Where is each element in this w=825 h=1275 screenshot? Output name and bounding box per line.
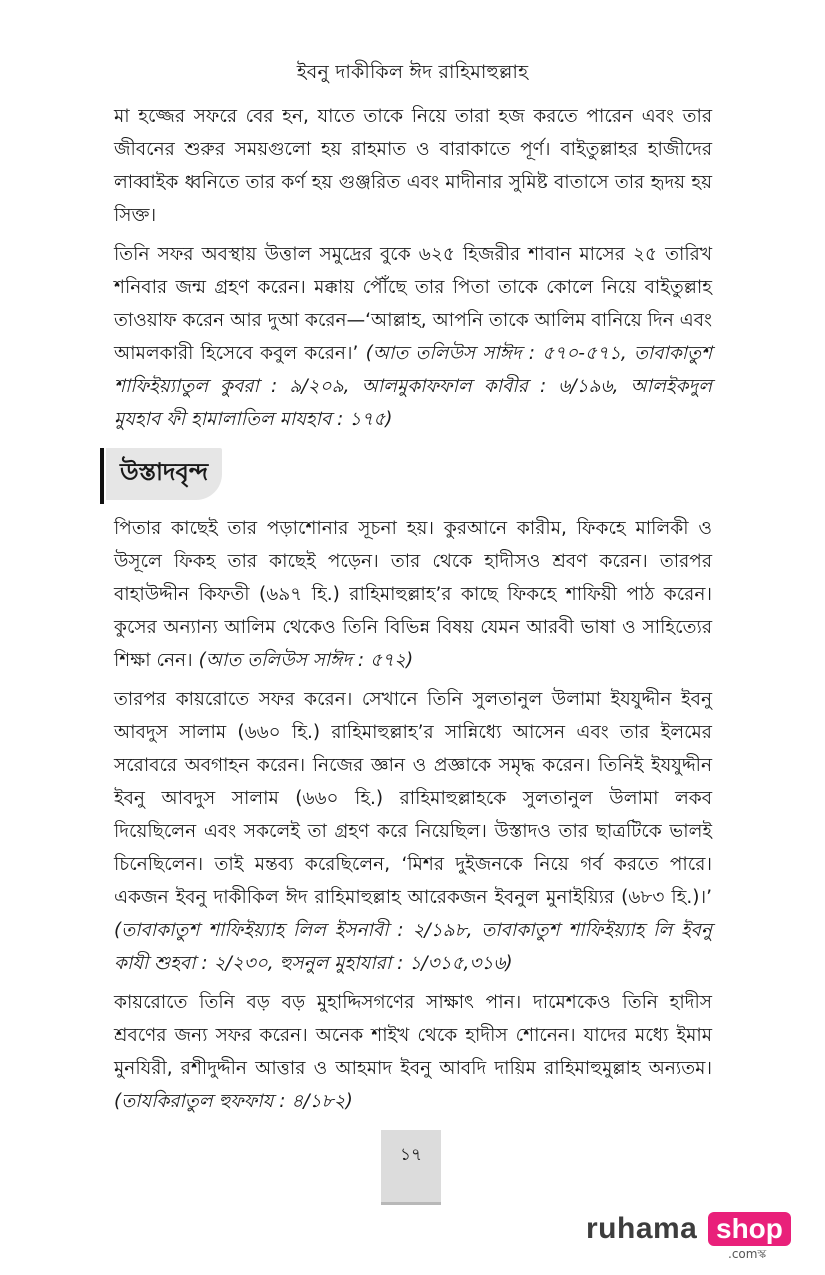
paragraph-3 [114, 512, 712, 677]
paragraph-4 [114, 683, 712, 980]
ruhamashop-logo [586, 1208, 783, 1261]
running-header: ইবনু দাকীকিল ঈদ রাহিমাহুল্লাহ [296, 61, 529, 83]
logo-suffix: .comস্ক [728, 1247, 767, 1261]
logo-shop-box: shop [708, 1212, 791, 1246]
paragraph-2 [114, 238, 712, 436]
page-number: ১৭ [399, 1145, 423, 1165]
paragraph-text: তিনি সফর অবস্থায় উত্তাল সমুদ্রের বুকে ৬২৫ হিজরীর শাবান মাসের ২৫ তারিখ শনিবার জন্ম গ্রহণ করেন। মক্কায় পৌঁছে তার পিতা তাকে কোলে নিয়ে বাইতুল্লাহ তাওয়াফ করেন আর দুআ করেন—‘আল্লাহ, আপনি তাকে আলিম বানিয়ে দিন এবং আমলকারী হিসেবে কবুল করেন।’ [114, 244, 712, 364]
section-title: উস্তাদবৃন্দ [120, 458, 209, 486]
logo-text: ruhama [586, 1212, 698, 1245]
section-heading [100, 448, 712, 504]
page-number-tab [381, 1130, 441, 1205]
paragraph-1 [114, 100, 712, 232]
citation: (আত তলিউস সাঈদ : ৫৭০-৫৭১, তাবাকাতুশ শাফিইয়্যাতুল কুবরা : ৯/২০৯, আলমুকাফফাল কাবীর : ৬/১৯৬, আলইকদুল মুযহাব ফী হামালাতিল মাযহাব : ১৭৫) [114, 343, 712, 430]
paragraph-text: তারপর কায়রোতে সফর করেন। সেখানে তিনি সুলতানুল উলামা ইযযুদ্দীন ইবনু আবদুস সালাম (৬৬০ হি.) রাহিমাহুল্লাহ’র সান্নিধ্যে আসেন এবং তার ইলমের সরোবরে অবগাহন করেন। নিজের জ্ঞান ও প্রজ্ঞাকে সমৃদ্ধ করেন। তিনিই ইযযুদ্দীন ইবনু আবদুস সালাম (৬৬০ হি.) রাহিমাহুল্লাহকে সুলতানুল উলামা লকব দিয়েছিলেন এবং সকলেই তা গ্রহণ করে নিয়েছিল। উস্তাদও তার ছাত্রটিকে ভালই চিনেছিলেন। তাই মন্তব্য করেছিলেন, ‘মিশর দুইজনকে নিয়ে গর্ব করতে পারে। একজন ইবনু দাকীকিল ঈদ রাহিমাহুল্লাহ আরেকজন ইবনুল মুনাইয়্যির (৬৮৩ হি.)।’ [114, 689, 712, 908]
citation: (আত তলিউস সাঈদ : ৫৭২) [198, 650, 414, 671]
paragraph-5 [114, 986, 712, 1118]
heading-box [106, 448, 222, 500]
paragraph-text: কায়রোতে তিনি বড় বড় মুহাদ্দিসগণের সাক্ষাৎ পান। দামেশকেও তিনি হাদীস শ্রবণের জন্য সফর করেন। অনেক শাইখ থেকে হাদীস শোনেন। যাদের মধ্যে ইমাম মুনযিরী, রশীদুদ্দীন আত্তার ও আহমাদ ইবনু আবদি দায়িম রাহিমাহুমুল্লাহ অন্যতম। [114, 992, 712, 1079]
citation: (তাযকিরাতুল হুফফায : ৪/১৮২) [114, 1091, 353, 1112]
paragraph-text: পিতার কাছেই তার পড়াশোনার সূচনা হয়। কুরআনে কারীম, ফিকহে মালিকী ও উসূলে ফিকহ তার কাছেই পড়েন। তার থেকে হাদীসও শ্রবণ করেন। তারপর বাহাউদ্দীন কিফতী (৬৯৭ হি.) রাহিমাহুল্লাহ’র কাছে ফিকহে শাফিয়ী পাঠ করেন। কুসের অন্যান্য আলিম থেকেও তিনি বিভিন্ন বিষয় যেমন আরবী ভাষা ও সাহিত্যের শিক্ষা নেন। [114, 518, 712, 671]
citation: (তাবাকাতুশ শাফিইয়্যাহ লিল ইসনাবী : ২/১৯৮, তাবাকাতুশ শাফিইয়্যাহ লি ইবনু কাযী শুহবা : ২/২৩০, হুসনুল মুহাযারা : ১/৩১৫,৩১৬) [114, 920, 712, 974]
heading-bar [100, 448, 104, 504]
paragraph-text: মা হজ্জের সফরে বের হন, যাতে তাকে নিয়ে তারা হজ করতে পারেন এবং তার জীবনের শুরুর সময়গুলো হয় রাহমাত ও বারাকাতে পূর্ণ। বাইতুল্লাহর হাজীদের লাব্বাইক ধ্বনিতে তার কর্ণ হয় গুঞ্জরিত এবং মাদীনার সুমিষ্ট বাতাসে তার হৃদয় হয় সিক্ত। [114, 106, 712, 226]
page-body [114, 100, 712, 1124]
